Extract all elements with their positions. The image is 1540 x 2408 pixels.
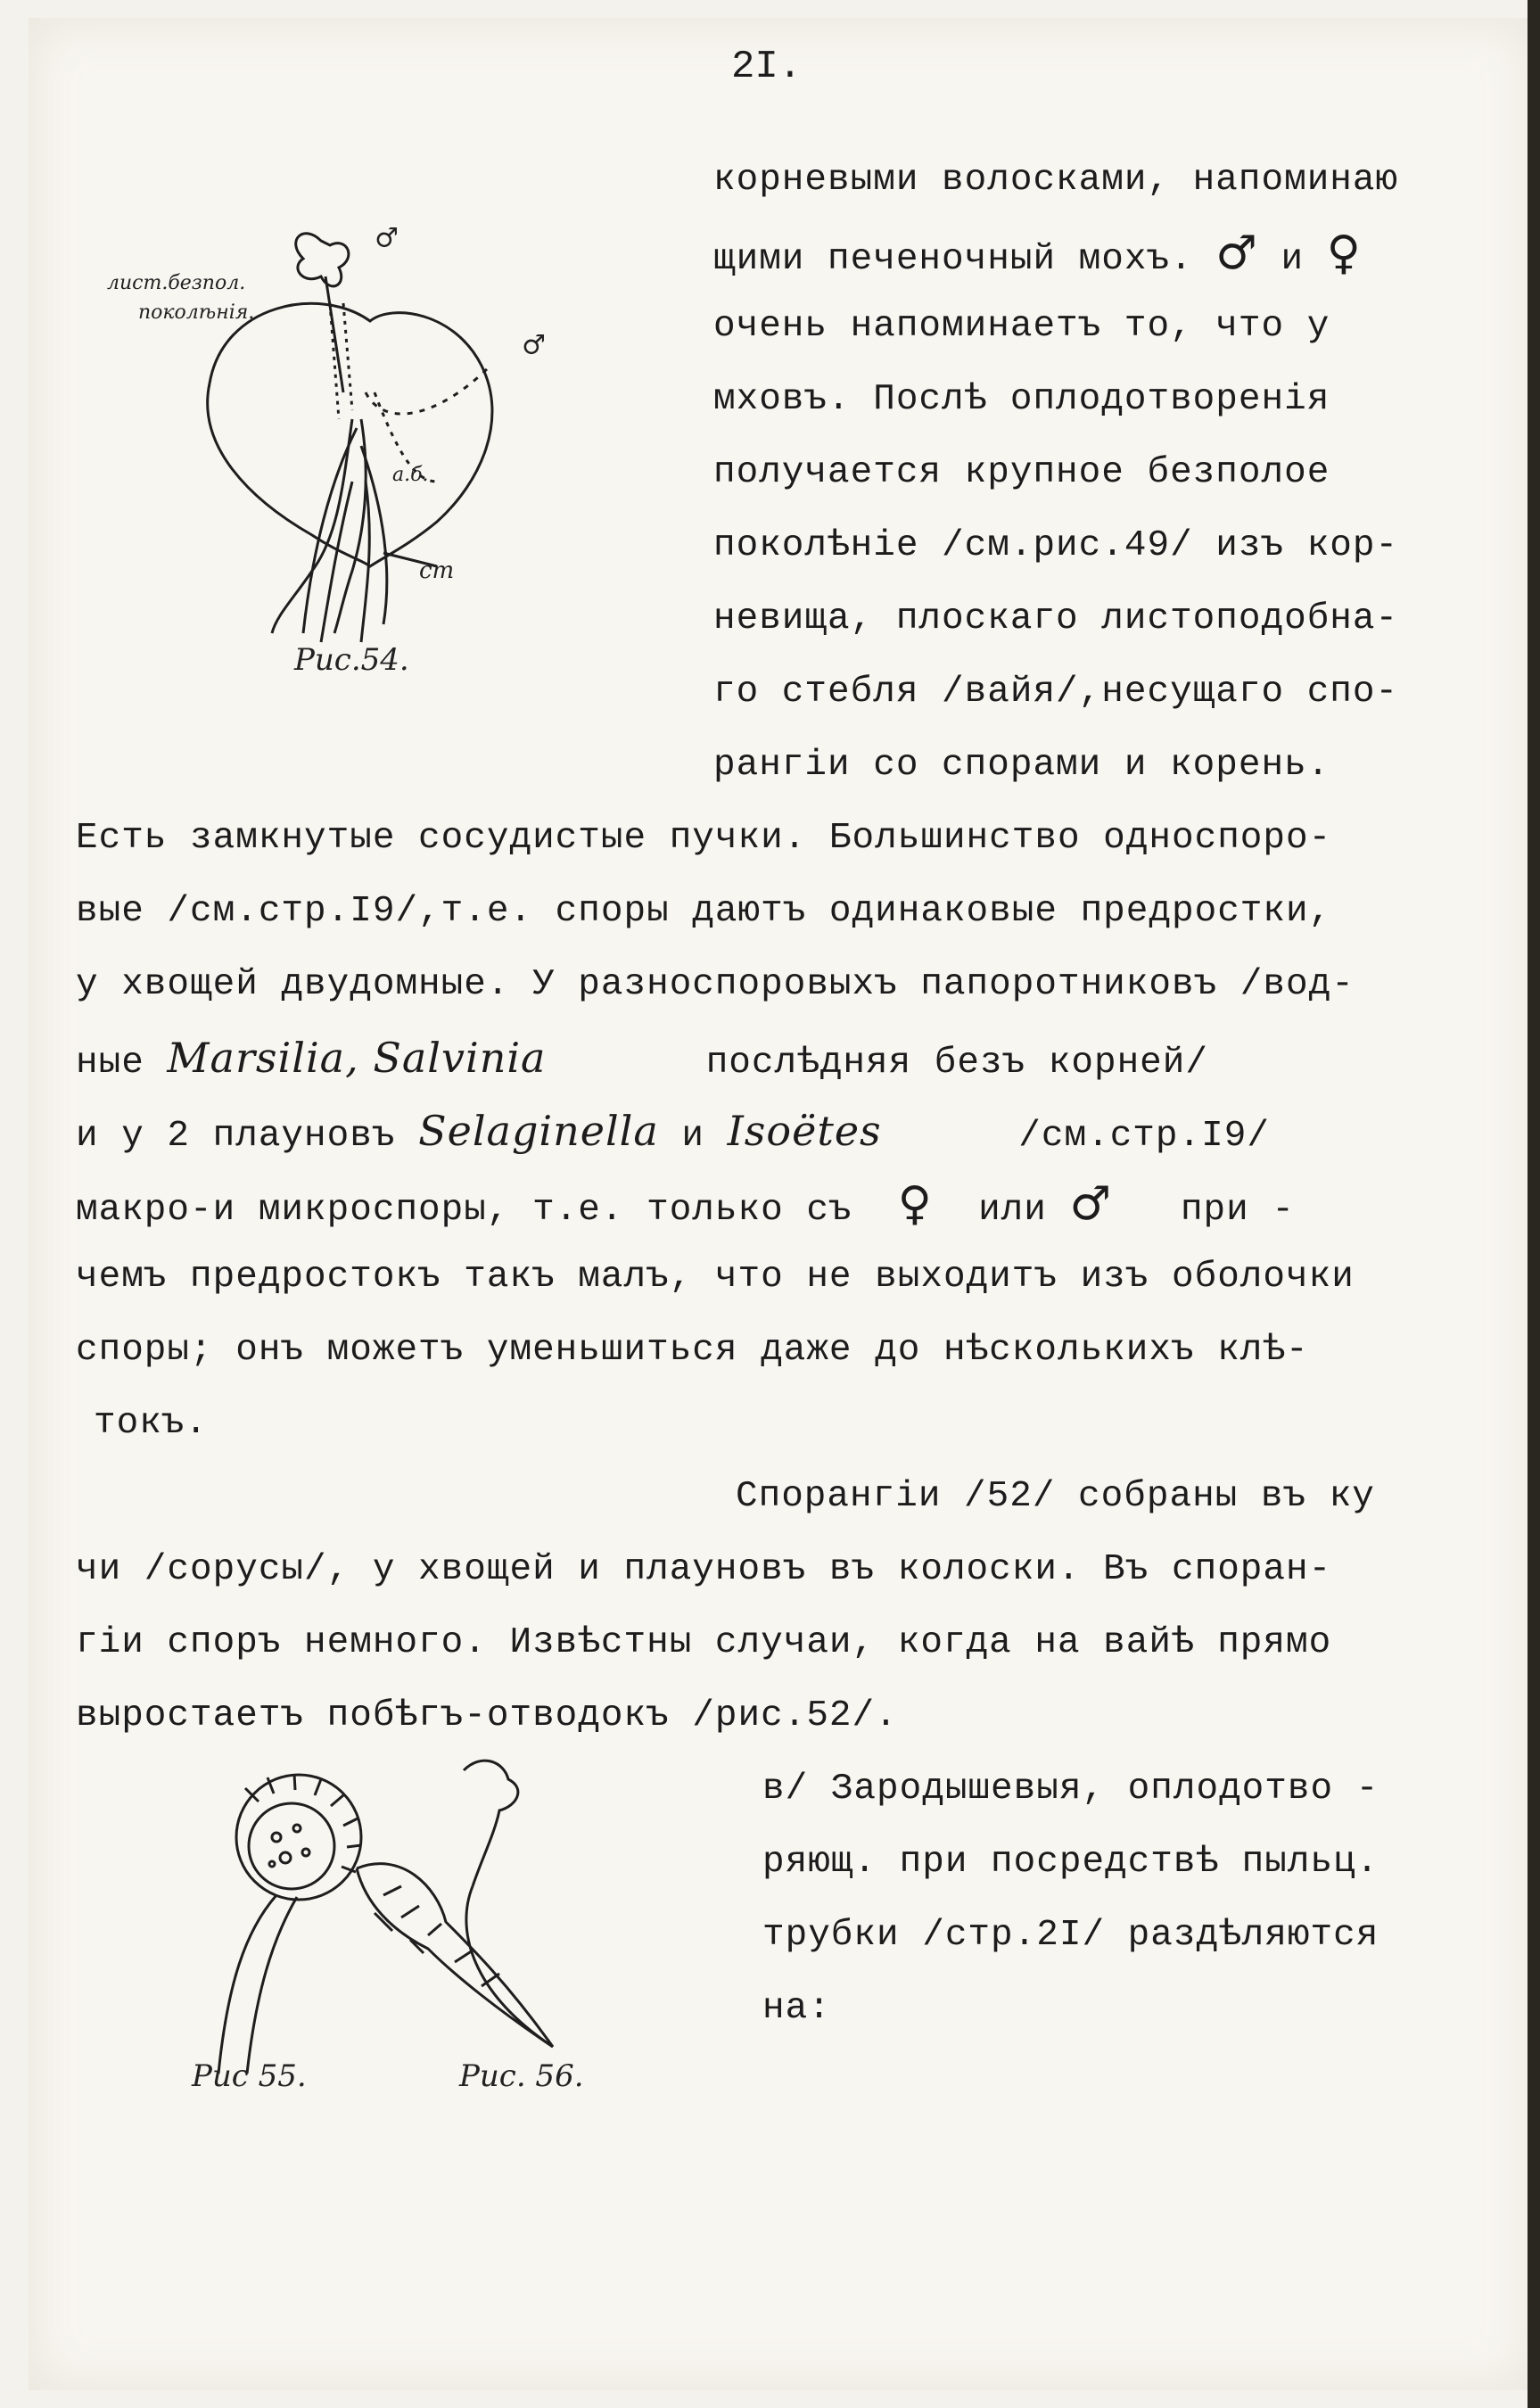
figure-54-label-ab: а.б. xyxy=(392,464,429,486)
text-line-13 xyxy=(76,1036,1208,1084)
text-line-9: рангіи со спорами и корень. xyxy=(713,745,1330,786)
figure-54-caption: Рис.54. xyxy=(294,642,409,678)
text-line-1: корневыми волосками, напоминаю xyxy=(713,160,1399,201)
page-binding-edge xyxy=(1528,0,1540,2408)
male-symbol: ♂ xyxy=(1215,227,1258,280)
text-line-2a: щими печеночный мохъ. xyxy=(713,239,1193,280)
figure-56-drawing xyxy=(348,1752,589,2056)
female-symbol-2: ♀ xyxy=(897,1177,933,1231)
figure-54-label-1: лист.безпол. xyxy=(107,272,246,294)
text-line-14e: /см.стр.I9/ xyxy=(1018,1116,1270,1157)
text-line-19: Спорангіи /52/ собраны въ ку xyxy=(736,1476,1375,1517)
text-line-17: споры; онъ можетъ уменьшиться даже до нѣсколькихъ клѣ- xyxy=(76,1330,1309,1371)
text-line-25: трубки /стр.2I/ раздѣляются xyxy=(762,1915,1379,1956)
text-line-2b: и xyxy=(1281,239,1305,280)
text-line-6: поколѣніе /см.рис.49/ изъ кор- xyxy=(713,525,1399,566)
text-line-24: ряющ. при посредствѣ пыльц. xyxy=(762,1842,1379,1883)
text-line-15c: при - xyxy=(1180,1190,1295,1231)
text-line-2 xyxy=(713,227,1362,281)
figure-54-label-2: поколѣнія. xyxy=(138,301,255,324)
text-line-10: Есть замкнутые сосудистые пучки. Большинство односпоро- xyxy=(76,818,1332,859)
figure-54-male-label-right: ♂ xyxy=(522,330,546,361)
text-line-15b: или xyxy=(978,1190,1047,1231)
text-line-13a: ные xyxy=(76,1043,144,1084)
text-selaginella: Selaginella xyxy=(418,1107,659,1155)
text-line-14c: и xyxy=(681,1116,705,1157)
figure-54-male-label: ♂ xyxy=(375,223,399,254)
text-line-15a: макро-и микроспоры, т.е. только съ xyxy=(76,1190,852,1231)
text-line-14a: и у 2 плауновъ xyxy=(76,1116,396,1157)
figure-56-caption: Рис. 56. xyxy=(459,2058,584,2094)
text-line-23: в/ Зародышевыя, оплодотво - xyxy=(762,1769,1379,1810)
text-line-7: невища, плоскаго листоподобна- xyxy=(713,598,1399,639)
text-marsilia: Marsilia xyxy=(167,1034,346,1082)
text-line-22: выростаетъ побѣгъ-отводокъ /рис.52/. xyxy=(76,1695,898,1736)
figure-54-label-st: ст xyxy=(419,557,455,584)
text-line-20: чи /сорусы/, у хвощей и плауновъ въ колоски. Въ споран- xyxy=(76,1549,1332,1590)
male-symbol-2: ♂ xyxy=(1069,1177,1113,1231)
text-line-26: на: xyxy=(762,1988,831,2029)
text-line-4: мховъ. Послѣ оплодотворенія xyxy=(713,379,1330,420)
female-symbol: ♀ xyxy=(1326,227,1362,280)
text-salvinia: , Salvinia xyxy=(345,1034,547,1082)
text-line-8: го стебля /вайя/,несущаго спо- xyxy=(713,672,1399,713)
text-isoetes: Isoëtes xyxy=(727,1107,882,1155)
text-line-16: чемъ предростокъ такъ малъ, что не выходитъ изъ оболочки xyxy=(76,1257,1355,1298)
text-line-21: гіи споръ немного. Извѣстны случаи, когда на вайѣ прямо xyxy=(76,1622,1332,1663)
text-line-14 xyxy=(76,1109,1270,1158)
text-line-15 xyxy=(76,1177,1295,1232)
text-line-3: очень напоминаетъ то, что у xyxy=(713,306,1330,347)
text-line-12: у хвощей двудомные. У разноспоровыхъ папоротниковъ /вод- xyxy=(76,964,1355,1005)
text-line-18: токъ. xyxy=(94,1403,209,1444)
page-number: 2I. xyxy=(731,45,803,89)
text-line-11: вые /см.стр.I9/,т.е. споры даютъ одинаковые предростки, xyxy=(76,891,1332,932)
text-line-5: получается крупное безполое xyxy=(713,452,1330,493)
figure-55-caption: Рис 55. xyxy=(192,2058,307,2094)
text-line-13d: послѣдняя безъ корней/ xyxy=(705,1043,1208,1084)
